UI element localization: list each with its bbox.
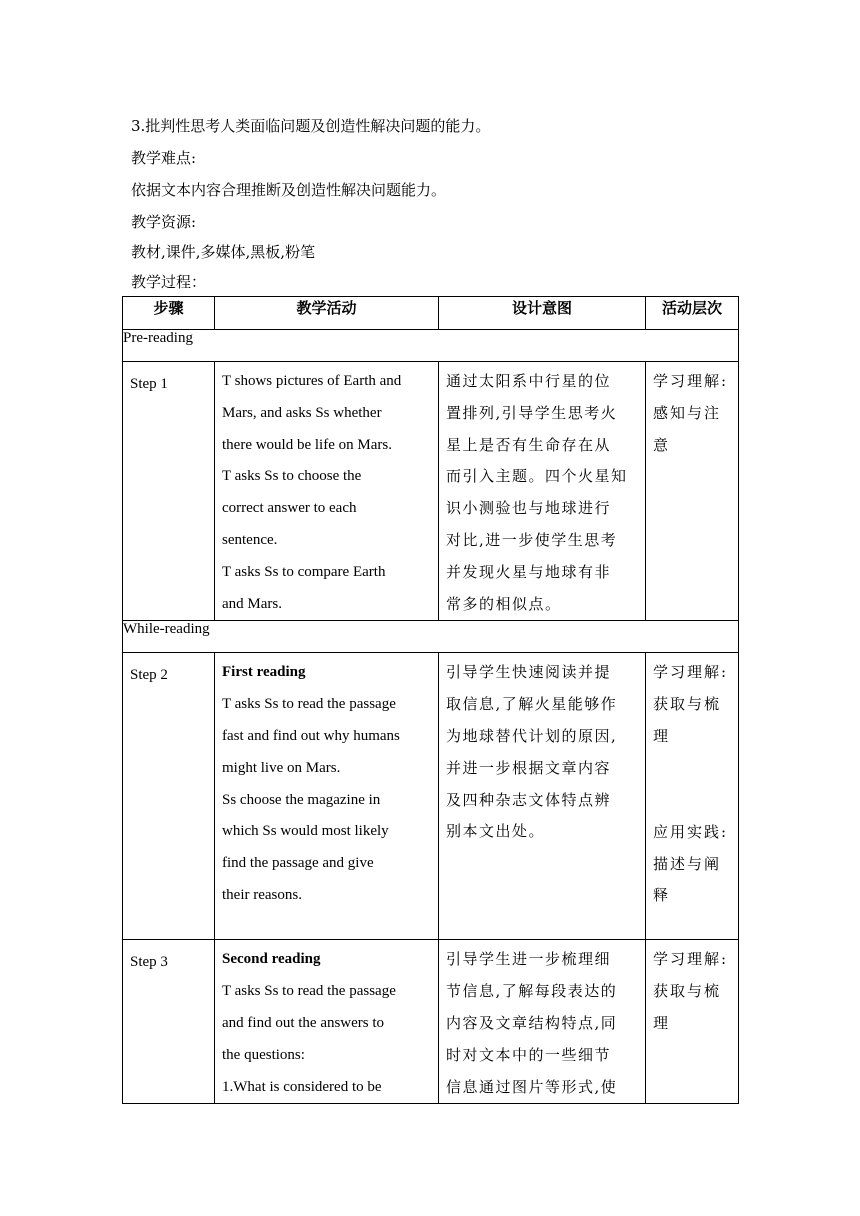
header-step: 步骤	[123, 297, 215, 330]
section-while-reading: While-reading	[123, 621, 739, 653]
step-3-activity-line: 1.What is considered to be	[222, 1078, 382, 1095]
step-3-activity-line: the questions:	[222, 1046, 305, 1063]
step-2-level-line: 释	[653, 886, 671, 905]
header-activity: 教学活动	[215, 297, 439, 330]
step-1-activity-line: T asks Ss to choose the	[222, 468, 362, 485]
step-1-intent-line: 通过太阳系中行星的位	[446, 372, 612, 390]
step-2-intent	[439, 653, 646, 940]
step-2-activity-title: First reading	[222, 664, 306, 681]
resources-text: 教材,课件,多媒体,黑板,粉笔	[131, 243, 316, 261]
section-row-while-reading	[123, 621, 739, 653]
step-1-activity-line: there would be life on Mars.	[222, 436, 392, 453]
step-2-level	[646, 653, 739, 940]
step-3-activity	[215, 940, 439, 1104]
step-2-intent-line: 取信息,了解火星能够作	[446, 695, 618, 714]
step-2-activity-line: T asks Ss to read the passage	[222, 696, 396, 713]
step-1-activity	[215, 362, 439, 621]
step-1-label: Step 1	[123, 362, 215, 621]
step-3-activity-line: T asks Ss to read the passage	[222, 983, 396, 1000]
section-row-pre-reading	[123, 330, 739, 362]
step-2-intent-line: 别本文出处。	[446, 822, 546, 841]
step-3-intent-line: 信息通过图片等形式,使	[446, 1077, 618, 1096]
header-level: 活动层次	[646, 297, 739, 330]
header-intent: 设计意图	[439, 297, 646, 330]
step-1-activity-line: T asks Ss to compare Earth	[222, 563, 386, 580]
step-3-intent-line: 引导学生进一步梳理细	[446, 950, 612, 969]
step-1-activity-line: and Mars.	[222, 595, 282, 612]
step-3-activity-line: and find out the answers to	[222, 1014, 385, 1031]
step-2-activity-line: their reasons.	[222, 886, 302, 903]
step-3-activity-title: Second reading	[222, 951, 321, 968]
step-2-level-line: 描述与阐	[653, 854, 722, 873]
step-2-level-line: 获取与梳	[653, 695, 722, 714]
step-3-level-line: 学习理解:	[653, 950, 729, 969]
step-1-level-line: 感知与注	[653, 403, 722, 422]
difficulty-label: 教学难点:	[131, 149, 197, 167]
step-3-level-line: 获取与梳	[653, 982, 722, 1001]
step-1-activity-line: correct answer to each	[222, 500, 357, 517]
step-2-label: Step 2	[123, 653, 215, 940]
table-row-step-2	[123, 653, 739, 940]
step-2-level-line: 应用实践:	[653, 822, 729, 841]
step-1-intent-line: 而引入主题。四个火星知	[446, 467, 628, 486]
step-1-activity-line: T shows pictures of Earth and	[222, 373, 402, 389]
step-3-level	[646, 940, 739, 1104]
table-row-step-3	[123, 940, 739, 1104]
step-2-level-line: 理	[653, 726, 671, 745]
step-3-label: Step 3	[123, 940, 215, 1104]
step-1-intent-line: 对比,进一步使学生思考	[446, 530, 618, 549]
step-3-intent-line: 内容及文章结构特点,同	[446, 1013, 618, 1032]
step-1-intent-line: 并发现火星与地球有非	[446, 562, 612, 581]
step-3-level-line: 理	[653, 1013, 671, 1032]
process-label: 教学过程：	[131, 273, 207, 291]
step-2-level-spacer	[653, 753, 732, 817]
step-3-intent	[439, 940, 646, 1104]
step-1-level	[646, 362, 739, 621]
step-2-activity-line: Ss choose the magazine in	[222, 791, 381, 808]
table-header-row	[123, 297, 739, 330]
step-2-activity-line: which Ss would most likely	[222, 823, 389, 840]
step-1-intent-line: 常多的相似点。	[446, 594, 562, 613]
difficulty-text: 依据文本内容合理推断及创造性解决问题能力。	[131, 181, 447, 199]
step-1-intent-line: 识小测验也与地球进行	[446, 499, 612, 518]
step-2-intent-line: 并进一步根据文章内容	[446, 758, 612, 777]
step-2-level-line: 学习理解:	[653, 663, 729, 682]
table-row-step-1	[123, 362, 739, 621]
step-2-intent-line: 为地球替代计划的原因,	[446, 726, 618, 745]
step-3-intent-line: 时对文本中的一些细节	[446, 1045, 612, 1064]
step-2-activity	[215, 653, 439, 940]
step-1-intent-line: 星上是否有生命存在从	[446, 435, 612, 454]
step-3-intent-line: 节信息,了解每段表达的	[446, 982, 618, 1001]
step-2-intent-line: 及四种杂志文体特点辨	[446, 790, 612, 809]
step-1-level-line: 意	[653, 435, 671, 454]
step-1-level-line: 学习理解:	[653, 372, 729, 390]
section-pre-reading: Pre-reading	[123, 330, 739, 362]
step-2-activity-line: find the passage and give	[222, 855, 374, 872]
step-2-intent-line: 引导学生快速阅读并提	[446, 663, 612, 682]
step-1-activity-line: sentence.	[222, 531, 278, 548]
resources-label: 教学资源:	[131, 213, 197, 231]
step-1-activity-line: Mars, and asks Ss whether	[222, 404, 382, 421]
step-2-activity-line: fast and find out why humans	[222, 727, 400, 744]
step-1-intent-line: 置排列,引导学生思考火	[446, 403, 618, 422]
step-1-intent	[439, 362, 646, 621]
objective-line-3: 3.批判性思考人类面临问题及创造性解决问题的能力。	[131, 117, 491, 135]
step-2-activity-line: might live on Mars.	[222, 759, 341, 776]
teaching-process-table	[122, 296, 739, 1104]
